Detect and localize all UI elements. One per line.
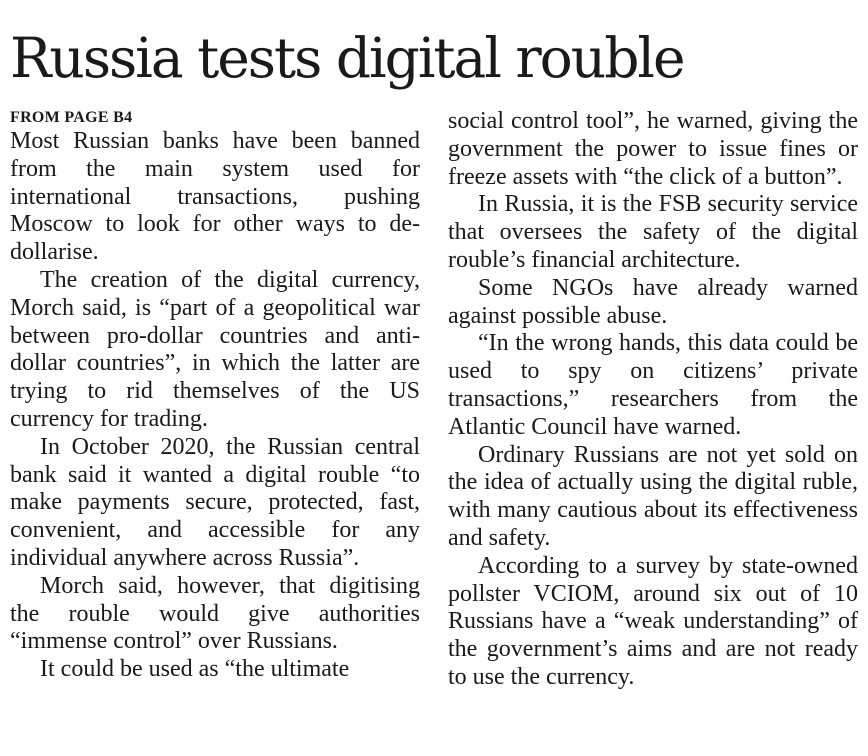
- paragraph: Morch said, however, that digitising the rouble would give authorities “immense control” over Russians.: [10, 572, 420, 655]
- article-column-left: [10, 108, 420, 684]
- paragraph: In October 2020, the Russian central bank said it wanted a digital rouble “to make payments secure, protected, fast, convenient, and accessible for any individual anywhere across Russia”.: [10, 433, 420, 571]
- paragraph: It could be used as “the ultimate: [40, 656, 350, 683]
- continuation-kicker: FROM PAGE B4: [10, 109, 133, 126]
- paragraph: According to a survey by state-owned pollster VCIOM, around six out of 10 Russians have a “weak understanding” of the government’s aims and are not ready to use the currency.: [448, 552, 858, 690]
- headline: Russia tests digital rouble: [10, 26, 684, 90]
- paragraph: In Russia, it is the FSB security service that oversees the safety of the digital rouble’s financial architecture.: [448, 191, 858, 273]
- article-column-right: [448, 108, 858, 692]
- paragraph: Most Russian banks have been banned from the main system used for international transactions, pushing Moscow to look for other ways to de-dollarise.: [10, 128, 420, 266]
- paragraph: “In the wrong hands, this data could be used to spy on citizens’ private transactions,” researchers from the Atlantic Council have warned.: [448, 330, 858, 440]
- paragraph: social control tool”, he warned, giving the government the power to issue fines or freeze assets with “the click of a button”.: [448, 108, 858, 190]
- paragraph: The creation of the digital currency, Morch said, is “part of a geopolitical war between pro-dollar countries and anti-dollar countries”, in which the latter are trying to rid themselves of the US currency for trading.: [10, 266, 420, 432]
- paragraph: Some NGOs have already warned against possible abuse.: [448, 274, 858, 329]
- paragraph: Ordinary Russians are not yet sold on the idea of actually using the digital ruble, with many cautious about its effectiveness and safety.: [448, 441, 858, 551]
